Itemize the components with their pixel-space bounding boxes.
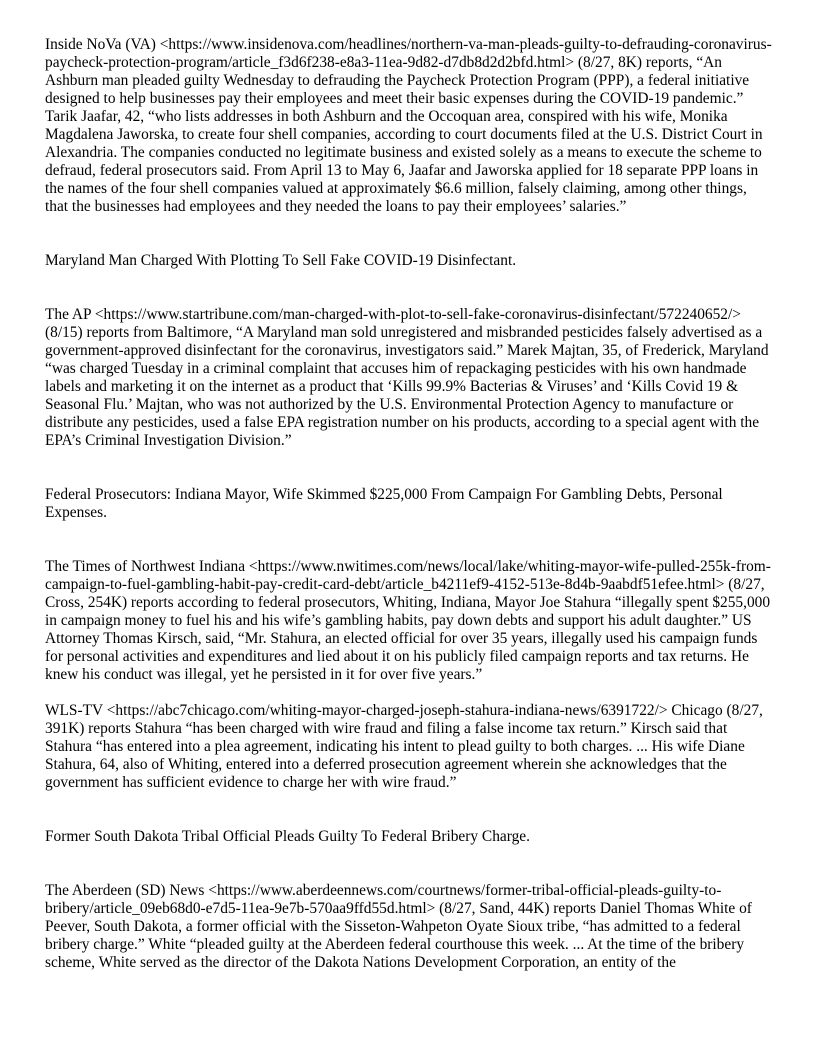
article-paragraph-wlstv: WLS-TV <https://abc7chicago.com/whiting-mayor-charged-joseph-stahura-indiana-news/6391722/> Chicago (8/27, 391K) reports Stahura “has been charged with wire fraud and filing a false income tax return.” Kirsch said that Stahura “has entered into a plea agreement, indicating his intent to plead guilty to both charges. ... His wife Diane Stahura, 64, also of Whiting, entered into a deferred prosecution agreement wherein she acknowledges that the government has sufficient evidence to charge her with wire fraud.” — [45, 702, 763, 791]
spacer — [45, 792, 773, 828]
headline-indiana-mayor: Federal Prosecutors: Indiana Mayor, Wife Skimmed $225,000 From Campaign For Gambling Debts, Personal Expenses. — [45, 486, 723, 521]
spacer — [45, 270, 773, 306]
spacer — [45, 450, 773, 486]
article-paragraph-insidenova: Inside NoVa (VA) <https://www.insidenova.com/headlines/northern-va-man-pleads-guilty-to-defrauding-coronavirus-paycheck-protection-program/article_f3d6f238-e8a3-11ea-9d82-d7db8d2d2bfd.html> (8/27, 8K) reports, “An Ashburn man pleaded guilty Wednesday to defrauding the Paycheck Protection Program (PPP), a federal initiative designed to help businesses pay their employees and meet their basic expenses during the COVID-19 pandemic.” Tarik Jaafar, 42, “who lists addresses in both Ashburn and the Occoquan area, conspired with his wife, Monika Magdalena Jaworska, to create four shell companies, according to court documents filed at the U.S. District Court in Alexandria. The companies conducted no legitimate business and existed solely as a means to execute the scheme to defraud, federal prosecutors said. From April 13 to May 6, Jaafar and Jaworska applied for 18 separate PPP loans in the names of the four shell companies valued at approximately $6.6 million, falsely claiming, among other things, that the businesses had employees and they needed the loans to pay their employees’ salaries.” — [45, 36, 772, 215]
spacer — [45, 216, 773, 252]
article-paragraph-nwitimes: The Times of Northwest Indiana <https://www.nwitimes.com/news/local/lake/whiting-mayor-wife-pulled-255k-from-campaign-to-fuel-gambling-habit-pay-credit-card-debt/article_b4211ef9-4152-513e-8d4b-9aabdf51efee.html> (8/27, Cross, 254K) reports according to federal prosecutors, Whiting, Indiana, Mayor Joe Stahura “illegally spent $255,000 in campaign money to fuel his and his wife’s gambling habits, pay down debts and support his adult daughter.” US Attorney Thomas Kirsch, said, “Mr. Stahura, an elected official for over 35 years, illegally used his campaign funds for personal activities and expenditures and lied about it on his publicly filed campaign reports and tax returns. He knew his conduct was illegal, yet he persisted in it for over five years.” — [45, 558, 771, 683]
headline-maryland-disinfectant: Maryland Man Charged With Plotting To Sell Fake COVID-19 Disinfectant. — [45, 252, 517, 269]
spacer — [45, 522, 773, 558]
article-paragraph-ap: The AP <https://www.startribune.com/man-charged-with-plot-to-sell-fake-coronavirus-disinfectant/572240652/> (8/15) reports from Baltimore, “A Maryland man sold unregistered and misbranded pesticides falsely advertised as a government-approved disinfectant for the coronavirus, investigators said.” Marek Majtan, 35, of Frederick, Maryland “was charged Tuesday in a criminal complaint that accuses him of repackaging pesticides with his own handmade labels and marketing it on the internet as a product that ‘Kills 99.9% Bacterias & Viruses’ and ‘Kills Covid 19 & Seasonal Flu.’ Majtan, who was not authorized by the U.S. Environmental Protection Agency to manufacture or distribute any pesticides, used a false EPA registration number on his products, according to a special agent with the EPA’s Criminal Investigation Division.” — [45, 306, 769, 449]
spacer — [45, 846, 773, 882]
article-paragraph-aberdeen: The Aberdeen (SD) News <https://www.aberdeennews.com/courtnews/former-tribal-official-pleads-guilty-to-bribery/article_09eb68d0-e7d5-11ea-9e7b-570aa9ffd55d.html> (8/27, Sand, 44K) reports Daniel Thomas White of Peever, South Dakota, a former official with the Sisseton-Wahpeton Oyate Sioux tribe, “has admitted to a federal bribery charge.” White “pleaded guilty at the Aberdeen federal courthouse this week. ... At the time of the bribery scheme, White served as the director of the Dakota Nations Development Corporation, an entity of the — [45, 882, 752, 971]
headline-south-dakota-tribal: Former South Dakota Tribal Official Pleads Guilty To Federal Bribery Charge. — [45, 828, 530, 845]
document-page — [45, 36, 773, 972]
spacer — [45, 684, 773, 702]
